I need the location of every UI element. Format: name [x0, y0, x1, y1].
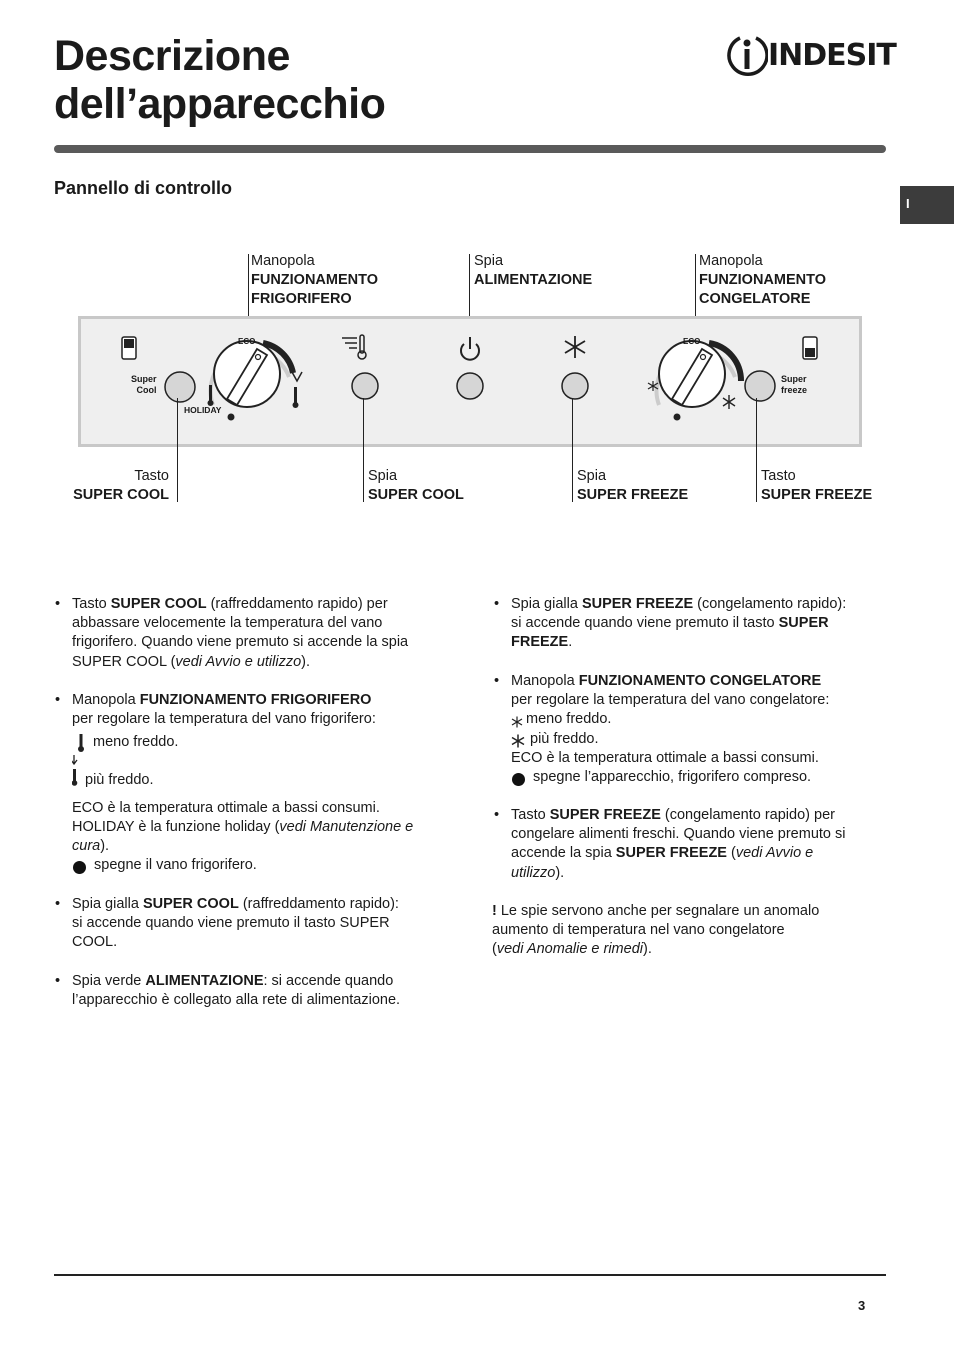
bullet-dot: • [55, 596, 61, 612]
text: abbassare velocemente la temperatura del vano [72, 615, 383, 632]
control-panel [78, 316, 862, 447]
super-cool-lamp [352, 373, 378, 399]
text: Le spie servono anche per segnalare un anomalo [496, 903, 820, 919]
text-bold: FREEZE [511, 634, 569, 651]
caption-line: Super [131, 374, 157, 384]
text: accende la spia [511, 845, 616, 862]
leader-line [756, 398, 757, 502]
text: spegne il vano frigorifero. [94, 857, 257, 874]
text-bold: SUPER COOL [142, 896, 239, 912]
text: ). [555, 864, 565, 881]
text: ( [726, 845, 736, 862]
label-bold: SUPER FREEZE [577, 487, 689, 503]
fridge-knob [208, 341, 303, 421]
leader-line [572, 398, 573, 502]
super-freeze-button [745, 371, 775, 401]
text-bold: SUPER FREEZE [615, 845, 727, 862]
label-bold: FRIGORIFERO [251, 291, 352, 307]
text: meno freddo. [526, 711, 612, 728]
label-text: Spia [368, 468, 398, 484]
bullet-dot: • [55, 896, 61, 912]
brand-name: INDESIT [768, 38, 896, 73]
control-panel-drawing [81, 319, 859, 444]
text: COOL. [72, 934, 118, 951]
text: spegne l’apparecchio, frigorifero compreso. [533, 769, 812, 786]
text: si accende quando viene premuto il tasto SUPER [72, 915, 390, 932]
bullet-manopola-congelatore [494, 672, 891, 787]
bullet-dot: • [55, 973, 61, 989]
text-bold: FUNZIONAMENTO CONGELATORE [578, 673, 822, 689]
caption-line: Super [781, 374, 807, 384]
text: Spia gialla [511, 596, 582, 612]
label-text: Manopola [251, 253, 315, 269]
thermometer-warm-icon [76, 733, 86, 753]
text: Manopola [72, 692, 140, 708]
language-tab [900, 186, 954, 224]
label-text: Spia [577, 468, 607, 484]
title-line-1: Descrizione [54, 32, 290, 80]
text-bold: SUPER [778, 615, 829, 632]
bullet-manopola-frigorifero [55, 691, 452, 876]
bullet-spia-super-freeze [494, 595, 891, 653]
label-text: Tasto [761, 468, 796, 484]
text: HOLIDAY è la funzione holiday ( [72, 819, 280, 836]
text-bold: FUNZIONAMENTO FRIGORIFERO [139, 692, 372, 708]
freezer-knob [648, 341, 741, 421]
label-spia-super-cool [368, 467, 464, 505]
text: Spia gialla [72, 896, 143, 912]
super-cool-button [165, 372, 195, 402]
label-tasto-super-freeze [761, 467, 872, 505]
text-italic: vedi Avvio e utilizzo [175, 653, 302, 670]
text: . [568, 634, 573, 651]
text: (raffreddamento rapido): [238, 896, 399, 912]
text: più freddo. [530, 730, 599, 747]
text: ). [301, 653, 310, 670]
label-bold: FUNZIONAMENTO [251, 272, 379, 288]
label-manopola-frigorifero [251, 252, 378, 309]
text-bold: SUPER FREEZE [581, 596, 694, 612]
text-italic: cura [72, 838, 101, 855]
snowflake-small-icon [511, 716, 523, 728]
text: (congelamento rapido): [693, 596, 847, 612]
bullet-dot: • [494, 596, 500, 612]
text: per regolare la temperatura del vano congelatore: [511, 692, 830, 709]
text: (congelamento rapido) per [660, 807, 835, 823]
page-title [54, 32, 385, 128]
fridge-eco-mark: ECO [238, 337, 256, 346]
bullet-tasto-super-cool [55, 595, 409, 672]
bullet-dot: • [494, 807, 500, 823]
label-bold: SUPER COOL [368, 487, 464, 503]
text: ECO è la temperatura ottimale a bassi consumi. [72, 799, 380, 816]
text: Manopola [511, 673, 579, 689]
footer-rule [54, 1274, 886, 1276]
text-italic: vedi Manutenzione e [279, 819, 414, 836]
label-bold: SUPER COOL [73, 487, 169, 503]
leader-line [177, 398, 178, 502]
text: frigorifero. Quando viene premuto si accende la spia [72, 634, 409, 651]
label-tasto-super-cool [60, 467, 169, 505]
super-freeze-lamp [562, 373, 588, 399]
title-line-2: dell’apparecchio [54, 80, 386, 128]
freezer-compartment-icon [803, 337, 817, 359]
text: ( [492, 941, 497, 958]
text: più freddo. [85, 771, 154, 788]
brand-logo [726, 34, 896, 78]
text: si accende quando viene premuto il tasto [511, 615, 779, 632]
text-italic: vedi Avvio e [735, 845, 814, 862]
label-bold: FUNZIONAMENTO [699, 272, 827, 288]
label-bold: CONGELATORE [699, 291, 811, 307]
label-spia-super-freeze [577, 467, 688, 505]
bullet-tasto-super-freeze [494, 806, 891, 883]
fridge-compartment-icon [122, 337, 136, 359]
label-text: Spia [474, 253, 504, 269]
text: congelare alimenti freschi. Quando viene premuto si [511, 826, 846, 843]
bullet-dot: • [55, 692, 61, 708]
warning-note [492, 902, 882, 960]
thermometer-cold-icon [72, 753, 84, 787]
super-cool-caption [131, 374, 157, 396]
bullet-spia-alimentazione [55, 972, 452, 1010]
text-bold: SUPER COOL [110, 596, 207, 612]
text: ECO è la temperatura ottimale a bassi consumi. [511, 749, 819, 766]
warning-mark: ! [492, 903, 497, 919]
text: Tasto [72, 596, 111, 612]
section-title: Pannello di controllo [54, 178, 233, 198]
text: : si accende quando [263, 973, 394, 989]
label-manopola-congelatore [699, 252, 826, 309]
text: aumento di temperatura nel vano congelatore [492, 922, 785, 939]
text: l’apparecchio è collegato alla rete di alimentazione. [72, 992, 401, 1009]
brand-logo-mark [726, 34, 768, 78]
text: meno freddo. [93, 734, 179, 751]
text: Spia verde [72, 973, 146, 989]
label-text: Tasto [134, 468, 169, 484]
caption-line: Cool [136, 385, 157, 395]
text: (raffreddamento rapido) per [206, 596, 388, 612]
freezer-eco-mark: ECO [683, 337, 701, 346]
off-dot-icon [512, 773, 525, 786]
text-italic: utilizzo [511, 864, 556, 881]
text: ). [100, 838, 110, 855]
holiday-mark: HOLIDAY [184, 405, 222, 415]
label-spia-alimentazione [474, 252, 592, 290]
page-number: 3 [858, 1298, 866, 1313]
label-bold: ALIMENTAZIONE [474, 272, 593, 288]
text-bold: SUPER FREEZE [549, 807, 661, 823]
power-icon [461, 337, 479, 360]
bullet-spia-super-cool [55, 895, 452, 953]
caption-line: freeze [781, 385, 808, 395]
label-bold: SUPER FREEZE [761, 487, 873, 503]
snowflake-large-icon [511, 734, 525, 748]
header-rule [54, 145, 886, 153]
text: per regolare la temperatura del vano frigorifero: [72, 711, 376, 728]
text: ). [642, 941, 652, 958]
language-tab-label: I [906, 196, 910, 211]
power-lamp [457, 373, 483, 399]
super-freeze-caption [781, 374, 807, 396]
text: Tasto [511, 807, 550, 823]
label-text: Manopola [699, 253, 763, 269]
off-dot-icon [73, 861, 86, 874]
text-italic: vedi Anomalie e rimedi [496, 941, 643, 958]
text-bold: ALIMENTAZIONE [145, 973, 264, 989]
super-cool-lamp-icon [342, 335, 366, 359]
bullet-dot: • [494, 673, 500, 689]
leader-line [363, 398, 364, 502]
text: SUPER COOL ( [72, 653, 176, 670]
snowflake-icon [565, 336, 585, 358]
